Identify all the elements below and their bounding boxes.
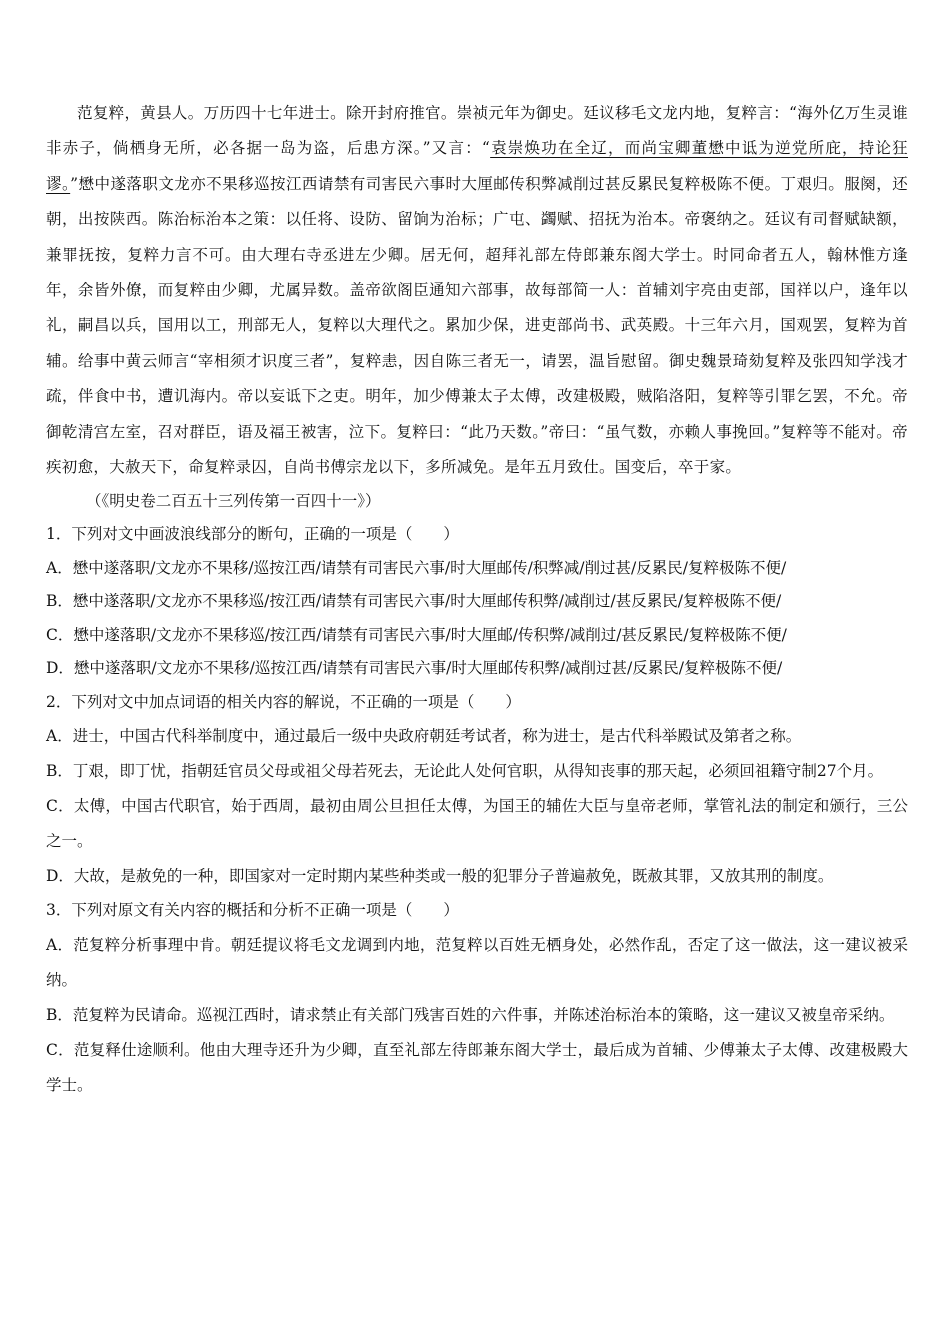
question-3-stem: 3．下列对原文有关内容的概括和分析不正确一项是（ ） xyxy=(46,901,459,920)
question-1-stem: 1．下列对文中画波浪线部分的断句，正确的一项是（ ） xyxy=(46,525,459,544)
question-1-option-c: C．懋中遂落职/文龙亦不果移巡/按江西/请禁有司害民六事/时大厘邮/传积弊/减削过/甚反累民/复粹极陈不便/ xyxy=(46,625,787,644)
question-2-stem: 2．下列对文中加点词语的相关内容的解说，不正确的一项是（ ） xyxy=(46,692,521,711)
question-3-option-a: A．范复粹分析事理中肯。朝廷提议将毛文龙调到内地，范复粹以百姓无栖身处，必然作乱，否定了这一做法，这一建议被采纳。 xyxy=(46,935,908,989)
question-3-option-c: C．范复释仕途顺利。他由大理寺还升为少卿，直至礼部左待郎兼东阁大学士，最后成为首辅、少傅兼太子太傅、改建极殿大学士。 xyxy=(46,1040,908,1094)
passage-text-part1: 范复粹，黄县人。万历四十七年进士。除开封府推官。崇祯元年为御史。廷议移毛文龙内地，复粹言：“海外亿万生灵谁非赤子，倘栖身无所，必各据一岛为盗，后患方深。”又言：“ xyxy=(46,104,908,158)
question-2-option-d: D．大故，是赦免的一种，即国家对一定时期内某些种类或一般的犯罪分子普遍赦免，既赦其罪，又放其刑的制度。 xyxy=(46,867,834,886)
question-1-option-d: D．懋中遂落职/文龙亦不果移/巡按江西/请禁有司害民六事/时大厘邮传积弊/减削过甚/反累民/复粹极陈不便/ xyxy=(46,659,783,678)
document-page xyxy=(46,96,908,1103)
passage-source: （《明史卷二百五十三列传第一百四十一》） xyxy=(86,492,381,511)
question-2-option-c: C．太傅，中国古代职官，始于西周，最初由周公旦担任太傅，为国王的辅佐大臣与皇帝老师，掌管礼法的制定和颁行，三公之一。 xyxy=(46,797,908,851)
passage-paragraph xyxy=(46,96,908,485)
wavy-underlined-sentence: 袁崇焕功在全辽，而尚宝卿董懋中诋为逆党所庇，持论狂谬。 xyxy=(46,139,908,193)
passage-text-part2: ”懋中遂落职文龙亦不果移巡按江西请禁有司害民六事时大厘邮传积弊减削过甚反累民复粹极陈不便。丁艰归。服阕，还朝，出按陕西。陈治标治本之策：以任将、设防、留饷为治标；广屯、蠲赋、招抚为治本。帝褒纳之。廷议有司督赋缺额，兼罪抚按，复粹力言不可。由大理右寺丞进左少卿。居无何，超拜礼部左侍郎兼东阁大学士。时同命者五人，翰林惟方逢年，余皆外僚，而复粹由少卿，尤属异数。盖帝欲阁臣通知六部事，故每部简一人：首辅刘宇亮由吏部，国祥以户，逢年以礼，嗣昌以兵，国用以工，刑部无人，复粹以大理代之。累加少保，进吏部尚书、武英殿。十三年六月，国观罢，复粹为首辅。给事中黄云师言“宰相须才识度三者”，复粹恚，因自陈三者无一，请罢，温旨慰留。御史魏景琦劾复粹及张四知学浅才疏，伴食中书，遭讥海内。帝以妄诋下之吏。明年，加少傅兼太子太傅，改建极殿，贼陷洛阳，复粹等引罪乞罢，不允。帝御乾清宫左室，召对群臣，语及福王被害，泣下。复粹曰：“此乃天数。”帝曰：“虽气数，亦赖人事挽回。”复粹等不能对。帝疾初愈，大赦天下，命复粹录囚，自尚书傅宗龙以下，多所减免。是年五月致仕。国变后，卒于家。 xyxy=(46,174,909,477)
question-2-option-b: B．丁艰，即丁忧，指朝廷官员父母或祖父母若死去，无论此人处何官职，从得知丧事的那天起，必须回祖籍守制27个月。 xyxy=(46,762,884,781)
question-2-option-a: A．进士，中国古代科举制度中，通过最后一级中央政府朝廷考试者，称为进士，是古代科举殿试及第者之称。 xyxy=(46,727,802,746)
question-1-option-b: B．懋中遂落职/文龙亦不果移巡/按江西/请禁有司害民六事/时大厘邮传积弊/减削过/甚反累民/复粹极陈不便/ xyxy=(46,592,782,611)
question-1-option-a: A．懋中遂落职/文龙亦不果移/巡按江西/请禁有司害民六事/时大厘邮传/积弊减/削过甚/反累民/复粹极陈不便/ xyxy=(46,558,787,577)
question-3-option-b: B．范复粹为民请命。巡视江西时，请求禁止有关部门残害百姓的六件事，并陈述治标治本的策略，这一建议又被皇帝采纳。 xyxy=(46,1005,895,1024)
